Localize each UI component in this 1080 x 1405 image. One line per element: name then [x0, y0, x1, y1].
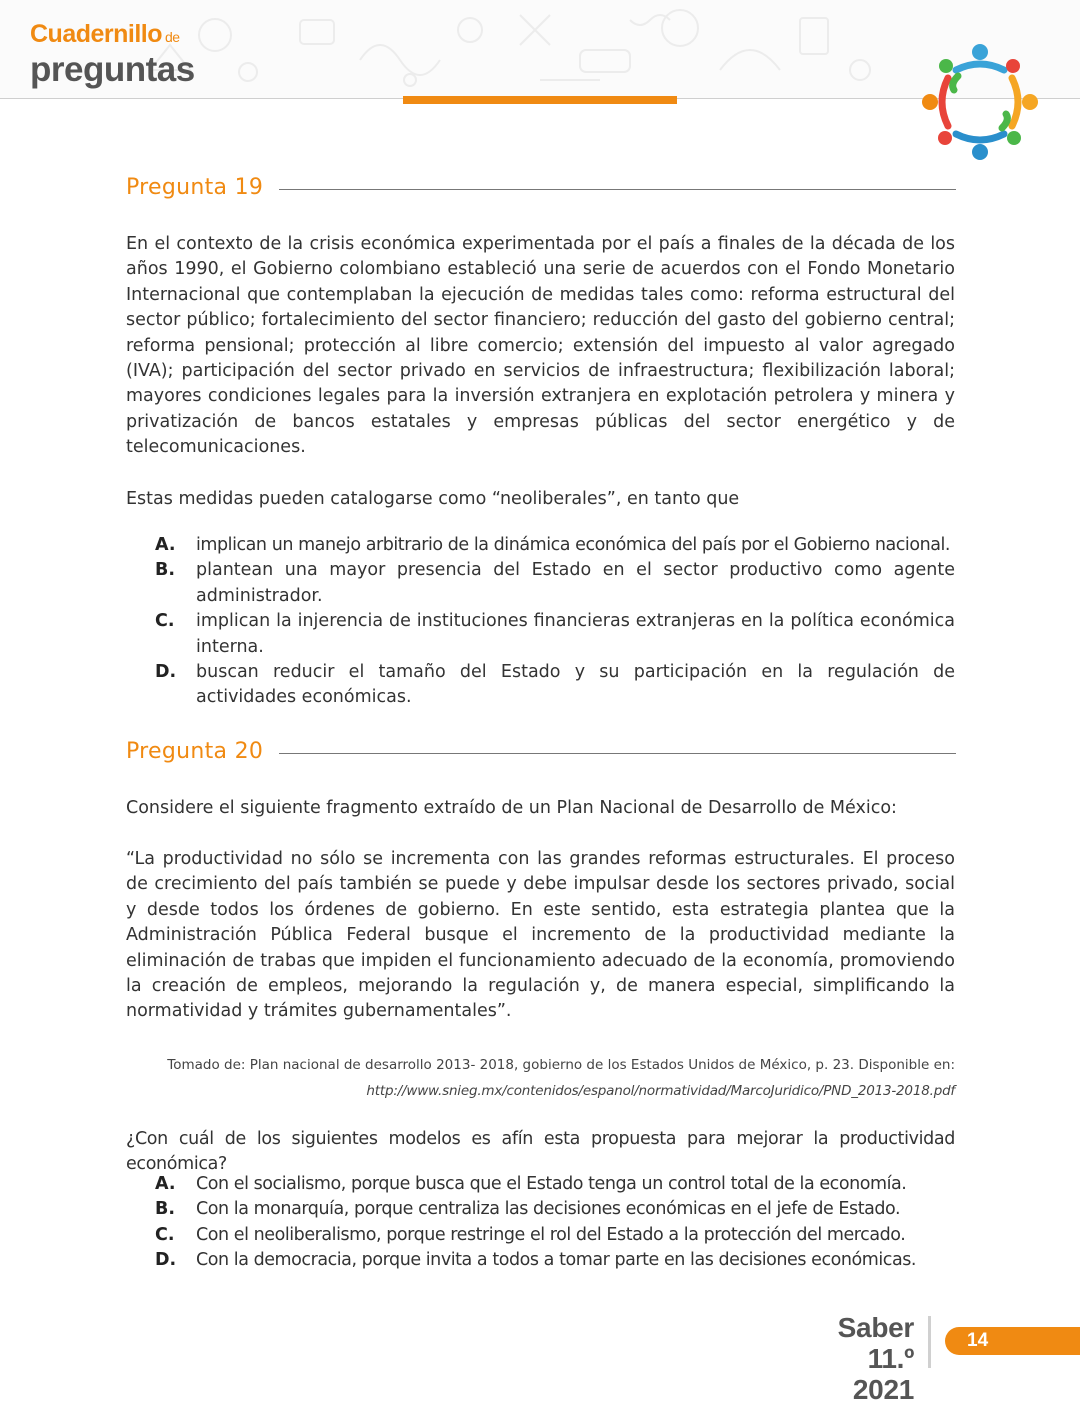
option-text: Con el neoliberalismo, porque restringe el rol del Estado a la protección del mercado. [196, 1224, 906, 1245]
option-text: buscan reducir el tamaño del Estado y su participación en la regulación de actividades económicas. [196, 662, 955, 708]
question-20-option-b[interactable] [155, 1197, 955, 1222]
question-20-intro: Considere el siguiente fragmento extraído de un Plan Nacional de Desarrollo de México: [126, 798, 897, 818]
footer-exam-year: 2021 [852, 1374, 914, 1405]
option-letter: C. [155, 1224, 175, 1245]
option-text: plantean una mayor presencia del Estado en el sector productivo como agente administrador. [196, 560, 955, 606]
page-number: 14 [967, 1330, 989, 1351]
question-20-header [126, 736, 956, 766]
brand-cuadernillo: Cuadernillo [30, 20, 163, 48]
question-19-context: En el contexto de la crisis económica experimentada por el país a finales de la década de los años 1990, el Gobierno colombiano estableció una serie de acuerdos con el Fondo Monetario Internacional que contemplaban la ejecución de medidas tales como: reforma estructural del sector público; fortalecimiento del sector financiero; reducción del gasto del gobierno central; reforma pensional; protección al libre comercio; extensión del impuesto al valor agregado (IVA); participación del sector privado en servicios de infraestructura; flexibilización laboral; mayores condiciones legales para la inversión extranjera en explotación petrolera y minera y privatización de bancos estatales y empresas públicas del sector energético y de telecomunicaciones. [126, 234, 955, 458]
people-circle-logo-icon [918, 40, 1042, 164]
question-20-source [126, 1052, 955, 1104]
option-letter: D. [155, 662, 177, 683]
question-20-stem: ¿Con cuál de los siguientes modelos es afín esta propuesta para mejorar la productividad económica? [126, 1129, 955, 1175]
question-20-quote: “La productividad no sólo se incrementa con las grandes reformas estructurales. El proceso de crecimiento del país también se puede y debe impulsar desde los sectores privado, social y desde todos los órdenes de gobierno. En este sentido, esta estrategia plantea que la Administración Pública Federal busque el incremento de la productividad mediante la eliminación de trabas que impiden el funcionamiento adecuado de la economía, promoviendo la creación de empleos, mejorando la regulación y, de manera especial, simplificando la normatividad y trámites gubernamentales”. [126, 849, 955, 1022]
question-19-options [155, 533, 955, 711]
page-number-badge [945, 1327, 1080, 1355]
question-20-option-a[interactable] [155, 1172, 955, 1197]
question-19-stem: Estas medidas pueden catalogarse como “neoliberales”, en tanto que [126, 489, 740, 509]
question-19-title: Pregunta 19 [126, 174, 264, 200]
question-19-header [126, 172, 956, 202]
footer-exam-label [790, 1312, 914, 1405]
question-20-option-c[interactable] [155, 1223, 955, 1248]
footer-separator [928, 1316, 931, 1368]
brand-preguntas: preguntas [30, 50, 195, 89]
source-url-link[interactable]: http://www.snieg.mx/contenidos/espanol/normatividad/MarcoJuridico/PND_2013-2018.pdf [366, 1083, 955, 1099]
option-text: Con el socialismo, porque busca que el Estado tenga un control total de la economía. [196, 1174, 907, 1194]
header-orange-tab [403, 96, 677, 104]
question-19-option-d[interactable] [155, 660, 955, 711]
brand-title [30, 20, 195, 89]
question-19-option-c[interactable] [155, 609, 955, 660]
option-letter: A. [155, 1174, 176, 1194]
question-20-rule [279, 753, 956, 754]
source-citation: Tomado de: Plan nacional de desarrollo 2013- 2018, gobierno de los Estados Unidos de México, p. 23. Disponible en: [167, 1057, 955, 1073]
question-20-title: Pregunta 20 [126, 738, 264, 764]
option-letter: C. [155, 611, 175, 632]
question-19-option-a[interactable] [155, 533, 955, 558]
option-text: implican un manejo arbitrario de la dinámica económica del país por el Gobierno nacional. [196, 535, 951, 555]
option-letter: D. [155, 1250, 177, 1271]
footer-exam-name: Saber 11.º [837, 1312, 914, 1374]
question-19-option-b[interactable] [155, 558, 955, 609]
question-20-options [155, 1172, 955, 1274]
option-letter: B. [155, 1199, 175, 1220]
brand-de: de [165, 29, 180, 45]
question-19-rule [279, 189, 956, 190]
option-letter: A. [155, 535, 176, 555]
option-letter: B. [155, 560, 175, 581]
question-20-option-d[interactable] [155, 1248, 955, 1273]
option-text: Con la monarquía, porque centraliza las decisiones económicas en el jefe de Estado. [196, 1199, 901, 1220]
option-text: implican la injerencia de instituciones financieras extranjeras en la política económica interna. [196, 611, 955, 657]
option-text: Con la democracia, porque invita a todos a tomar parte en las decisiones económicas. [196, 1250, 917, 1271]
